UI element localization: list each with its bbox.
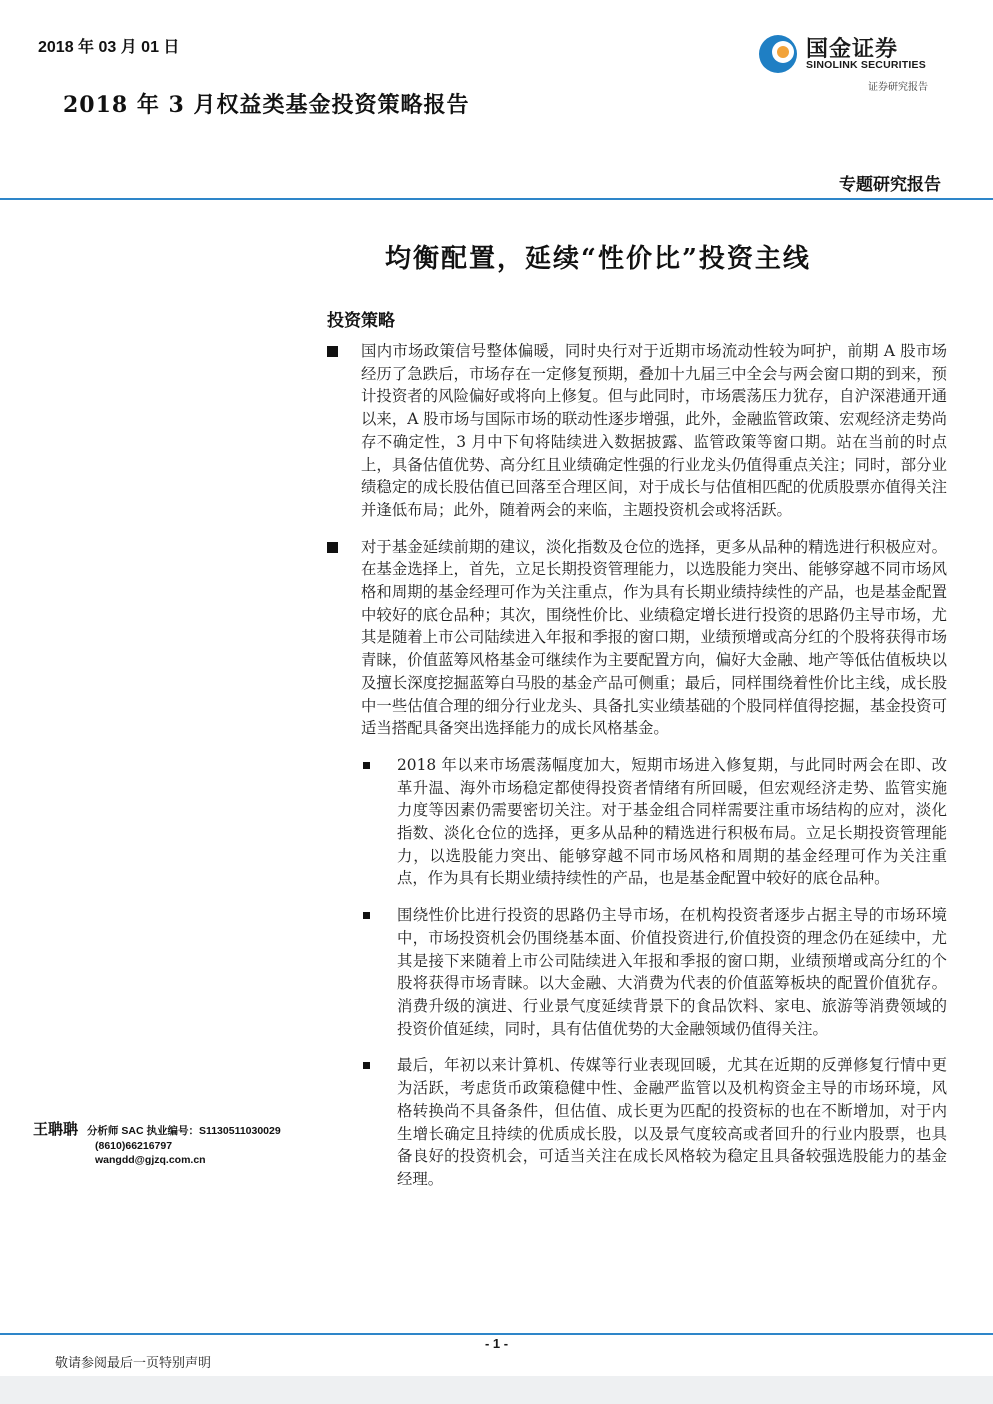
- small-square-bullet-icon: [363, 762, 370, 769]
- bullet-text: 对于基金延续前期的建议，淡化指数及仓位的选择，更多从品种的精选进行积极应对。在基金选择上，首先，立足长期投资管理能力，以选股能力突出、能够穿越不同市场风格和周期的基金经理可作为关注重点，作为具有长期业绩持续性的产品，也是基金配置中较好的底仓品种；其次，围绕性价比、业绩稳定增长进行投资的思路仍主导市场，尤其是随着上市公司陆续进入年报和季报的窗口期，业绩预增或高分红的个股将获得市场青睐，价值蓝筹风格基金可继续作为主要配置方向，偏好大金融、地产等低估值板块以及擅长深度挖掘蓝筹白马股的基金产品可侧重；最后，同样围绕着性价比主线，成长股中一些估值合理的细分行业龙头、具备扎实业绩基础的个股同样值得挖掘，基金投资可适当搭配具备突出选择能力的成长风格基金。: [361, 537, 947, 738]
- logo-english-name: SINOLINK SECURITIES: [806, 59, 926, 71]
- list-item: [327, 536, 947, 740]
- logo-chinese-name: 国金证券: [806, 37, 899, 62]
- square-bullet-icon: [327, 346, 338, 357]
- strategy-content: [327, 340, 947, 1205]
- report-title: 2018 年 3 月权益类基金投资策略报告: [63, 92, 470, 118]
- headline: 均衡配置，延续“性价比”投资主线: [385, 244, 811, 274]
- report-category: 专题研究报告: [839, 175, 941, 195]
- report-date: 2018 年 03 月 01 日: [38, 39, 180, 56]
- square-bullet-icon: [327, 542, 338, 553]
- small-square-bullet-icon: [363, 912, 370, 919]
- footer-divider: [0, 1333, 993, 1335]
- disclaimer-note: 敬请参阅最后一页特别声明: [55, 1356, 212, 1371]
- page-number: - 1 -: [484, 1336, 509, 1351]
- sub-bullet-text: 2018 年以来市场震荡幅度加大，短期市场进入修复期，与此同时两会在即、改革升温、海外市场稳定都使得投资者情绪有所回暖，但宏观经济走势、监管实施力度等因素仍需要密切关注。对于基金组合同样需要注重市场结构的应对，淡化指数、淡化仓位的选择，更多从品种的精选进行积极布局。立足长期投资管理能力，以选股能力突出、能够穿越不同市场风格和周期的基金经理可作为关注重点，作为具有长期业绩持续性的产品，也是基金配置中较好的底仓品种。: [397, 755, 947, 888]
- sub-list-item: [327, 1054, 947, 1190]
- bullet-text: 国内市场政策信号整体偏暖，同时央行对于近期市场流动性较为呵护，前期 A 股市场经历了急跌后，市场存在一定修复预期，叠加十九届三中全会与两会窗口期的到来，预计投资者的风险偏好或将向上修复。但与此同时，市场震荡压力犹存，自沪深港通开通以来，A 股市场与国际市场的联动性逐步增强，此外，金融监管政策、宏观经济走势尚存不确定性，3 月中下旬将陆续进入数据披露、监管政策等窗口期。站在当前的时点上，具备估值优势、高分红且业绩确定性强的行业龙头仍值得重点关注；同时，部分业绩稳定的成长股估值已回落至合理区间，对于成长与估值相匹配的优质股票亦值得关注并逢低布局；此外，随着两会的来临，主题投资机会或将活跃。: [361, 342, 947, 519]
- footer-band: [0, 1376, 993, 1404]
- sinolink-logo-icon: [756, 32, 800, 76]
- sub-list-item: [327, 904, 947, 1040]
- author-name: 王聃聃: [33, 1120, 79, 1138]
- list-item: [327, 340, 947, 522]
- sub-bullet-text: 最后，年初以来计算机、传媒等行业表现回暖，尤其在近期的反弹修复行情中更为活跃，考虑货币政策稳健中性、金融严监管以及机构资金主导的市场环境，风格转换尚不具备条件，但估值、成长更为匹配的投资标的也在不断增加，对于内生增长确定且持续的优质成长股，以及景气度较高或者回升的行业内股票，也具备良好的投资机会，可适当关注在成长风格较为稳定且具备较强选股能力的基金经理。: [397, 1056, 947, 1188]
- sub-bullet-text: 围绕性价比进行投资的思路仍主导市场，在机构投资者逐步占据主导的市场环境中，市场投资机会仍围绕基本面、价值投资进行,价值投资的理念仍在延续中，尤其是接下来随着上市公司陆续进入年报和季报的窗口期，业绩预增或高分红的个股将获得市场青睐。以大金融、大消费为代表的价值蓝筹板块的配置价值犹存。消费升级的演进、行业景气度延续背景下的食品饮料、家电、旅游等消费领域的投资价值延续，同时，具有估值优势的大金融领域仍值得关注。: [397, 906, 947, 1038]
- author-cert: 分析师 SAC 执业编号：S1130511030029: [86, 1125, 281, 1137]
- logo-subtitle: 证券研究报告: [868, 82, 928, 93]
- company-logo: [756, 32, 946, 76]
- author-block: [33, 1118, 313, 1167]
- header-divider: [0, 198, 993, 200]
- sub-list-item: [327, 754, 947, 890]
- section-label: 投资策略: [327, 311, 395, 331]
- author-email[interactable]: wangdd@gjzq.com.cn: [95, 1154, 206, 1166]
- small-square-bullet-icon: [363, 1062, 370, 1069]
- author-phone: (8610)66216797: [95, 1140, 173, 1152]
